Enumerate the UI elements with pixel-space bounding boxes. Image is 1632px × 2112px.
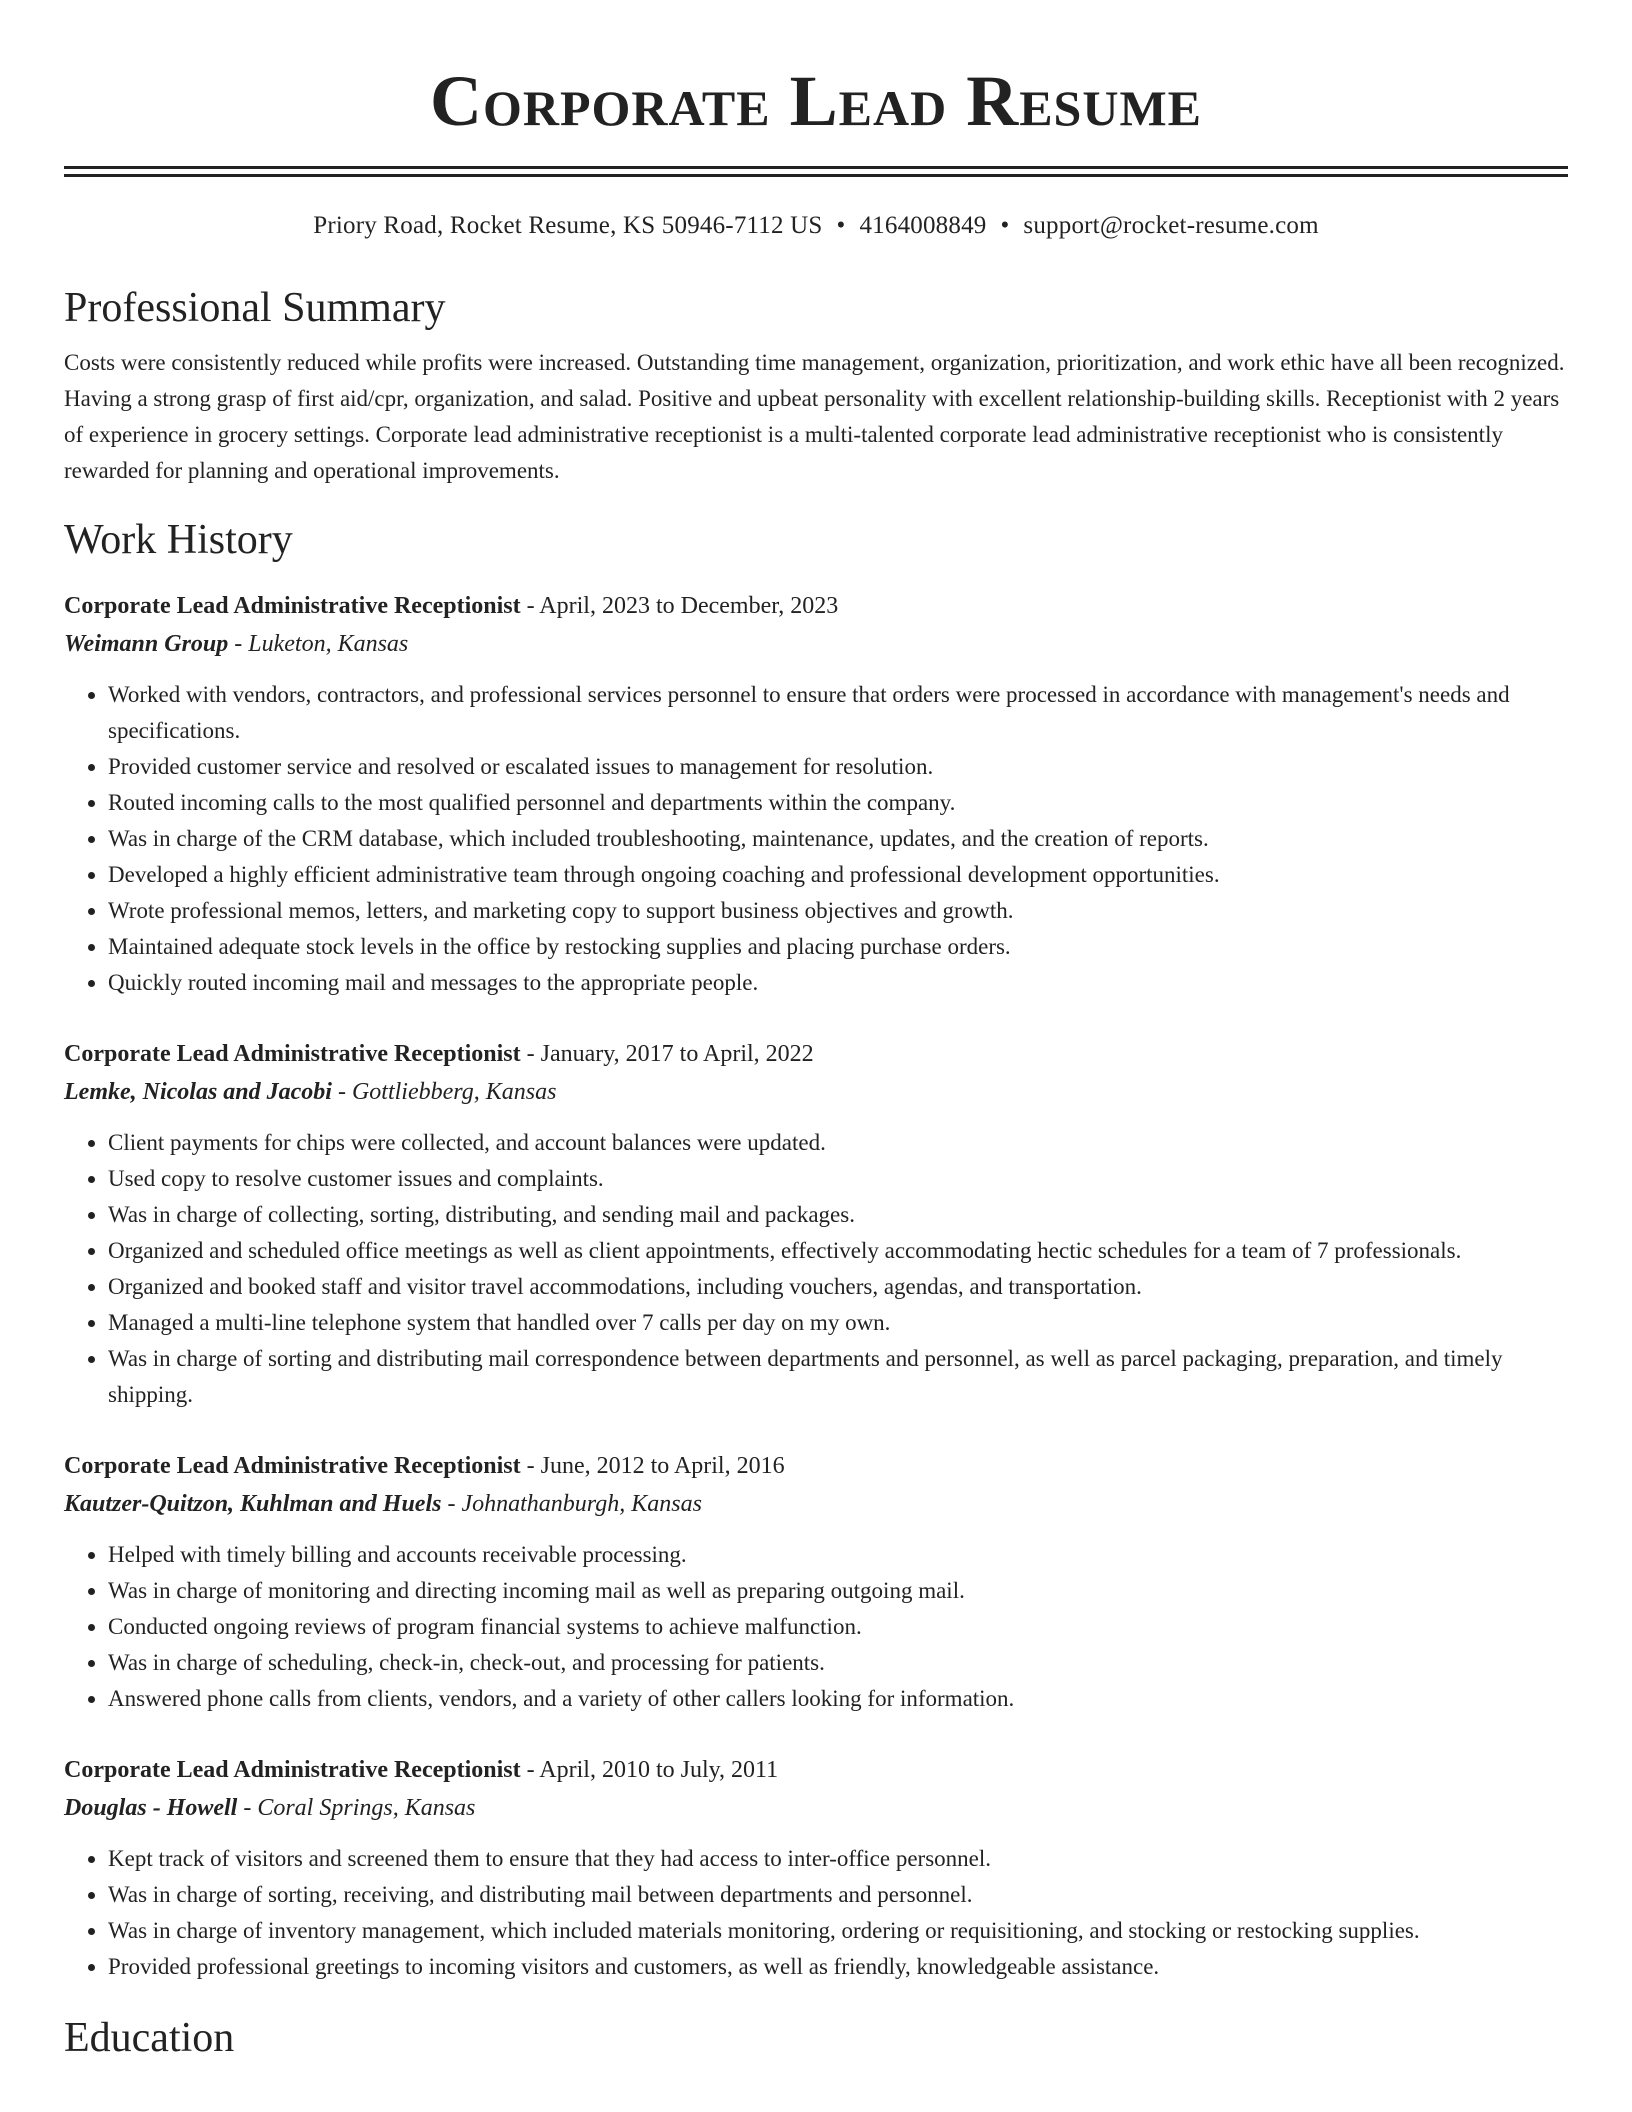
contact-email: support@rocket-resume.com: [1023, 212, 1319, 239]
employer-name: Douglas - Howell: [64, 1795, 238, 1821]
summary-text: Costs were consistently reduced while profits were increased. Outstanding time management, organization, prioritization, and work ethic have all been recognized. Having a strong grasp of first aid/cpr, organization, and salad. Positive and upbeat personality with excellent relationship-building skills. Receptionist with 2 years of experience in grocery settings. Corporate lead administrative receptionist is a multi-talented corporate lead administrative receptionist who is consistently rewarded for planning and operational improvements.: [64, 350, 1565, 483]
job-entry: [64, 587, 1568, 1001]
job-bullets: [64, 1125, 1568, 1413]
employer-location: - Coral Springs, Kansas: [237, 1795, 476, 1821]
job-title-line: [64, 1035, 1568, 1073]
list-item: • Kept track of visitors and screened them to ensure that they had access to inter-office personnel.: [108, 1841, 1568, 1877]
double-rule-divider: [64, 166, 1568, 177]
job-dates: - June, 2012 to April, 2016: [520, 1453, 785, 1479]
employer-line: [64, 625, 1568, 663]
work-history-heading: Work History: [64, 517, 293, 563]
list-item: • Was in charge of sorting, receiving, and distributing mail between departments and personnel.: [108, 1877, 1568, 1913]
list-item: • Worked with vendors, contractors, and professional services personnel to ensure that orders were processed in accordance with management's needs and specifications.: [108, 677, 1568, 749]
list-item: • Developed a highly efficient administrative team through ongoing coaching and professional development opportunities.: [108, 857, 1568, 893]
list-item: • Used copy to resolve customer issues and complaints.: [108, 1161, 1568, 1197]
employer-line: [64, 1485, 1568, 1523]
list-item: • Conducted ongoing reviews of program financial systems to achieve malfunction.: [108, 1609, 1568, 1645]
contact-separator: •: [836, 212, 846, 239]
employer-name: Kautzer-Quitzon, Kuhlman and Huels: [64, 1491, 442, 1517]
list-item: • Was in charge of inventory management, which included materials monitoring, ordering or requisitioning, and stocking or restocking supplies.: [108, 1913, 1568, 1949]
job-title: Corporate Lead Administrative Receptionist: [64, 1041, 521, 1067]
contact-address: Priory Road, Rocket Resume, KS 50946-7112 US: [313, 212, 823, 239]
employer-name: Lemke, Nicolas and Jacobi: [64, 1079, 332, 1105]
list-item: • Provided professional greetings to incoming visitors and customers, as well as friendly, knowledgeable assistance.: [108, 1949, 1568, 1985]
education-heading: Education: [64, 2015, 235, 2061]
list-item: • Organized and booked staff and visitor travel accommodations, including vouchers, agendas, and transportation.: [108, 1269, 1568, 1305]
list-item: • Was in charge of scheduling, check-in, check-out, and processing for patients.: [108, 1645, 1568, 1681]
job-entry: [64, 1035, 1568, 1413]
list-item: • Organized and scheduled office meetings as well as client appointments, effectively accommodating hectic schedules for a team of 7 professionals.: [108, 1233, 1568, 1269]
list-item: • Quickly routed incoming mail and messages to the appropriate people.: [108, 965, 1568, 1001]
job-bullets: [64, 1537, 1568, 1717]
list-item: • Managed a multi-line telephone system that handled over 7 calls per day on my own.: [108, 1305, 1568, 1341]
job-title: Corporate Lead Administrative Receptionist: [64, 1757, 521, 1783]
employer-name: Weimann Group: [64, 631, 229, 657]
list-item: • Routed incoming calls to the most qualified personnel and departments within the company.: [108, 785, 1568, 821]
employer-line: [64, 1073, 1568, 1111]
job-entry: [64, 1751, 1568, 1985]
job-title-line: [64, 1447, 1568, 1485]
list-item: • Was in charge of the CRM database, which included troubleshooting, maintenance, updates, and the creation of reports.: [108, 821, 1568, 857]
job-dates: - January, 2017 to April, 2022: [520, 1041, 814, 1067]
job-title: Corporate Lead Administrative Receptionist: [64, 593, 521, 619]
contact-phone: 4164008849: [859, 212, 987, 239]
employer-location: - Gottliebberg, Kansas: [331, 1079, 557, 1105]
employer-location: - Johnathanburgh, Kansas: [441, 1491, 702, 1517]
job-bullets: [64, 1841, 1568, 1985]
job-bullets: [64, 677, 1568, 1001]
list-item: • Was in charge of sorting and distributing mail correspondence between departments and personnel, as well as parcel packaging, preparation, and timely shipping.: [108, 1341, 1568, 1413]
list-item: • Client payments for chips were collected, and account balances were updated.: [108, 1125, 1568, 1161]
job-title-line: [64, 1751, 1568, 1789]
job-dates: - April, 2023 to December, 2023: [520, 593, 839, 619]
job-entry: [64, 1447, 1568, 1717]
contact-separator: •: [1000, 212, 1010, 239]
resume-name: Corporate Lead Resume: [429, 61, 1203, 141]
list-item: • Was in charge of monitoring and directing incoming mail as well as preparing outgoing mail.: [108, 1573, 1568, 1609]
list-item: • Was in charge of collecting, sorting, distributing, and sending mail and packages.: [108, 1197, 1568, 1233]
employer-location: - Luketon, Kansas: [228, 631, 409, 657]
contact-line: [64, 211, 1568, 241]
job-dates: - April, 2010 to July, 2011: [520, 1757, 779, 1783]
list-item: • Answered phone calls from clients, vendors, and a variety of other callers looking for information.: [108, 1681, 1568, 1717]
employer-line: [64, 1789, 1568, 1827]
summary-heading: Professional Summary: [64, 285, 446, 331]
list-item: • Maintained adequate stock levels in the office by restocking supplies and placing purchase orders.: [108, 929, 1568, 965]
list-item: • Helped with timely billing and accounts receivable processing.: [108, 1537, 1568, 1573]
job-title: Corporate Lead Administrative Receptionist: [64, 1453, 521, 1479]
job-title-line: [64, 587, 1568, 625]
list-item: • Wrote professional memos, letters, and marketing copy to support business objectives and growth.: [108, 893, 1568, 929]
list-item: • Provided customer service and resolved or escalated issues to management for resolution.: [108, 749, 1568, 785]
